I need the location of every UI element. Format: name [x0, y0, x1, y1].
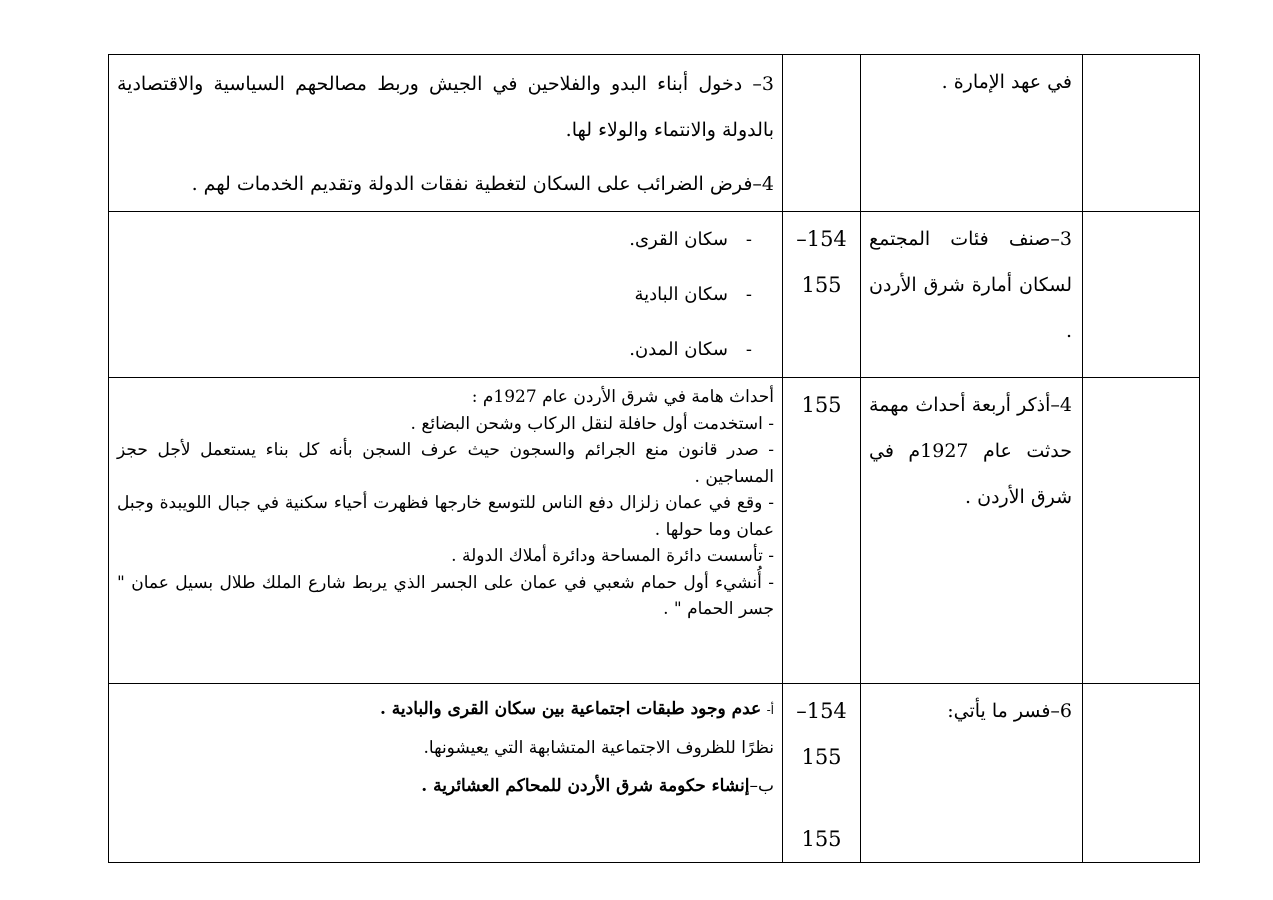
answer-line: 3– دخول أبناء البدو والفلاحين في الجيش وربط مصالحهم السياسية والاقتصادية بالدولة والانتماء والولاء لها.: [117, 73, 774, 141]
page-number: 155: [801, 745, 842, 769]
answer-line: 4–فرض الضرائب على السكان لتغطية نفقات الدولة وتقديم الخدمات لهم .: [191, 173, 774, 195]
question-text: 6–فسر ما يأتي:: [947, 700, 1072, 722]
answer-cell: [109, 684, 783, 863]
question-cell: [861, 55, 1083, 212]
page-cell: [783, 684, 861, 863]
list-item: - تأسست دائرة المساحة ودائرة أملاك الدولة .: [451, 546, 774, 566]
table-row: [109, 212, 1200, 378]
answer-intro: أحداث هامة في شرق الأردن عام 1927م :: [471, 387, 774, 407]
answer-bullets: [109, 212, 782, 377]
list-item: - استخدمت أول حافلة لنقل الركاب وشحن البضائع .: [410, 413, 774, 434]
list-item: - أُنشيء أول حمام شعبي في عمان على الجسر الذي يربط شارع الملك طلال بسيل عمان " جسر الحمام " .: [117, 572, 774, 619]
question-cell: [861, 684, 1083, 863]
table-row: [109, 684, 1200, 863]
list-item: -سكان المدن.: [629, 339, 752, 360]
blank-cell: [1083, 212, 1200, 378]
page-cell: [783, 55, 861, 212]
blank-cell: [1083, 684, 1200, 863]
answer-cell: [109, 55, 783, 212]
page-number: 155: [801, 273, 842, 297]
page-number: 154–: [796, 699, 847, 723]
blank-cell: [1083, 55, 1200, 212]
list-item: - وقع في عمان زلزال دفع الناس للتوسع خارجها فظهرت أحياء سكنية في جبال اللويبدة وجبل عمان وما حولها .: [117, 493, 774, 540]
page-number: 155: [801, 393, 842, 417]
question-text: 3–صنف فئات المجتمع لسكان أمارة شرق الأردن .: [869, 228, 1072, 342]
list-item: -سكان البادية: [634, 284, 752, 305]
question-text: في عهد الإمارة .: [941, 71, 1072, 93]
item-a-answer: نظرًا للظروف الاجتماعية المتشابهة التي يعيشونها.: [423, 738, 774, 758]
blank-cell: [1083, 378, 1200, 684]
page-number: 154–: [796, 227, 847, 251]
question-cell: [861, 212, 1083, 378]
table-row: [109, 55, 1200, 212]
list-item: -سكان القرى.: [629, 229, 752, 250]
question-cell: [861, 378, 1083, 684]
list-item: - صدر قانون منع الجرائم والسجون حيث عرف السجن بأنه كل بناء يستعمل لأجل حجز المساجين .: [117, 440, 774, 487]
item-a: أ- عدم وجود طبقات اجتماعية بين سكان القرى والبادية .: [379, 699, 774, 719]
answer-key-table: [108, 54, 1200, 863]
answer-cell: [109, 378, 783, 684]
question-text: 4–أذكر أربعة أحداث مهمة حدثت عام 1927م في شرق الأردن .: [869, 394, 1072, 508]
page-cell: [783, 212, 861, 378]
page-number: 155: [801, 827, 842, 851]
table-row: [109, 378, 1200, 684]
page-cell: [783, 378, 861, 684]
item-b: ب–إنشاء حكومة شرق الأردن للمحاكم العشائرية .: [421, 776, 774, 796]
answer-cell: [109, 212, 783, 378]
